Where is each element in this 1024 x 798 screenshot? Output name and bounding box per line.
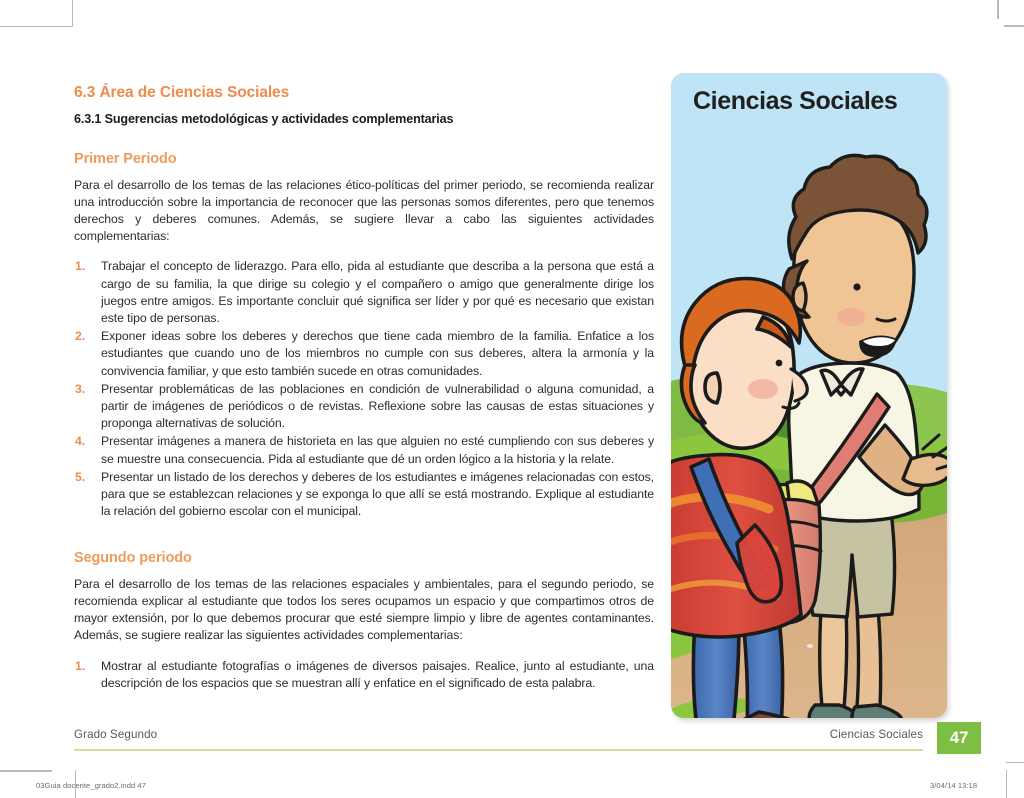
heading-primer-periodo: Primer Periodo [74, 151, 177, 168]
crop-mark-bottom-right-horizontal [1006, 762, 1024, 763]
crop-mark-top-right-horizontal [1004, 25, 1024, 27]
print-slug-timestamp: 3/04/14 13:18 [930, 781, 978, 790]
list-item: Mostrar al estudiante fotografías o imágenes de diversos paisajes. Realice, junto al estudiante, una descripción de los espacios que se muestran allí y enfatice en el significado de esta palabra. [101, 658, 654, 690]
paragraph-segundo-periodo-intro: Para el desarrollo de los temas de las relaciones espaciales y ambientales, para el segundo periodo, se recomienda explicar al estudiante que todos los seres ocupamos un espacio y que compartimos otros de mayor extensión, por lo que debemos procurar que esté siempre limpio y libre de agentes contaminantes. Además, se sugiere realizar las siguientes actividades complementarias: [74, 576, 654, 643]
crop-mark-top-right-vertical [997, 0, 999, 19]
footer-subject-label: Ciencias Sociales [829, 728, 923, 741]
list-item: Presentar imágenes a manera de historieta en las que alguien no esté cumpliendo con sus deberes y se muestre una consecuencia. Pida al estudiante que dé un orden lógico a la historia y la relate. [101, 434, 654, 466]
students-illustration [671, 73, 947, 718]
activity-list-primer-periodo [74, 258, 654, 520]
paragraph-primer-periodo-intro: Para el desarrollo de los temas de las relaciones ético-políticas del primer periodo, se recomienda realizar una introducción sobre la importancia de reconocer que las personas somos diferentes, pero que tenemos derechos y deberes comunes. Además, se sugiere llevar a cabo las siguientes actividades complementarias: [74, 177, 654, 244]
page-title: 6.3 Área de Ciencias Sociales [74, 84, 290, 101]
list-item: Presentar problemáticas de las poblaciones en condición de vulnerabilidad o alguna comunidad, a partir de imágenes de periódicos o de revistas. Reflexione sobre las causas de estas situaciones y proponga alternativas de solución. [101, 381, 654, 431]
main-text-column [74, 84, 654, 693]
crop-mark-top-left-horizontal [0, 26, 72, 27]
page-footer [74, 728, 923, 750]
footer-grade-label: Grado Segundo [74, 728, 158, 741]
list-item: Exponer ideas sobre los deberes y derechos que tiene cada miembro de la familia. Enfatice a los estudiantes que cuando uno de los miembros no cumple con sus deberes, altera la armonía y la convivencia familiar, y que esto también sucede en otras comunidades. [101, 329, 654, 378]
crop-mark-bottom-right-vertical [1006, 770, 1007, 798]
list-item: Presentar un listado de los derechos y deberes de los estudiantes e imágenes relacionadas con estos, para que se establezcan relaciones y se exponga lo que allí se está mostrando. Explique al estudiante la relación del gobierno escolar con el municipal. [101, 469, 654, 519]
activity-list-segundo-periodo [74, 658, 654, 692]
heading-segundo-periodo: Segundo periodo [74, 550, 192, 567]
page-number-badge: 47 [937, 722, 981, 754]
footer-divider [74, 749, 923, 751]
illustration-title: Ciencias Sociales [693, 87, 898, 115]
subsection-heading: 6.3.1 Sugerencias metodológicas y actividades complementarias [74, 112, 454, 127]
crop-mark-bottom-left-horizontal [0, 770, 52, 772]
list-item: Trabajar el concepto de liderazgo. Para ello, pida al estudiante que describa a la persona que está a cargo de su familia, la que dirige su colegio y el compañero o amigo que generalmente dirige los juegos entre amigos. Es importante concluir qué significa ser líder y por qué es necesario que existan este tipo de personas. [101, 259, 654, 325]
print-slug-filename: 03Guia docente_grado2.indd 47 [36, 781, 146, 790]
illustration-panel [671, 73, 947, 718]
crop-mark-top-left-vertical [72, 0, 73, 27]
